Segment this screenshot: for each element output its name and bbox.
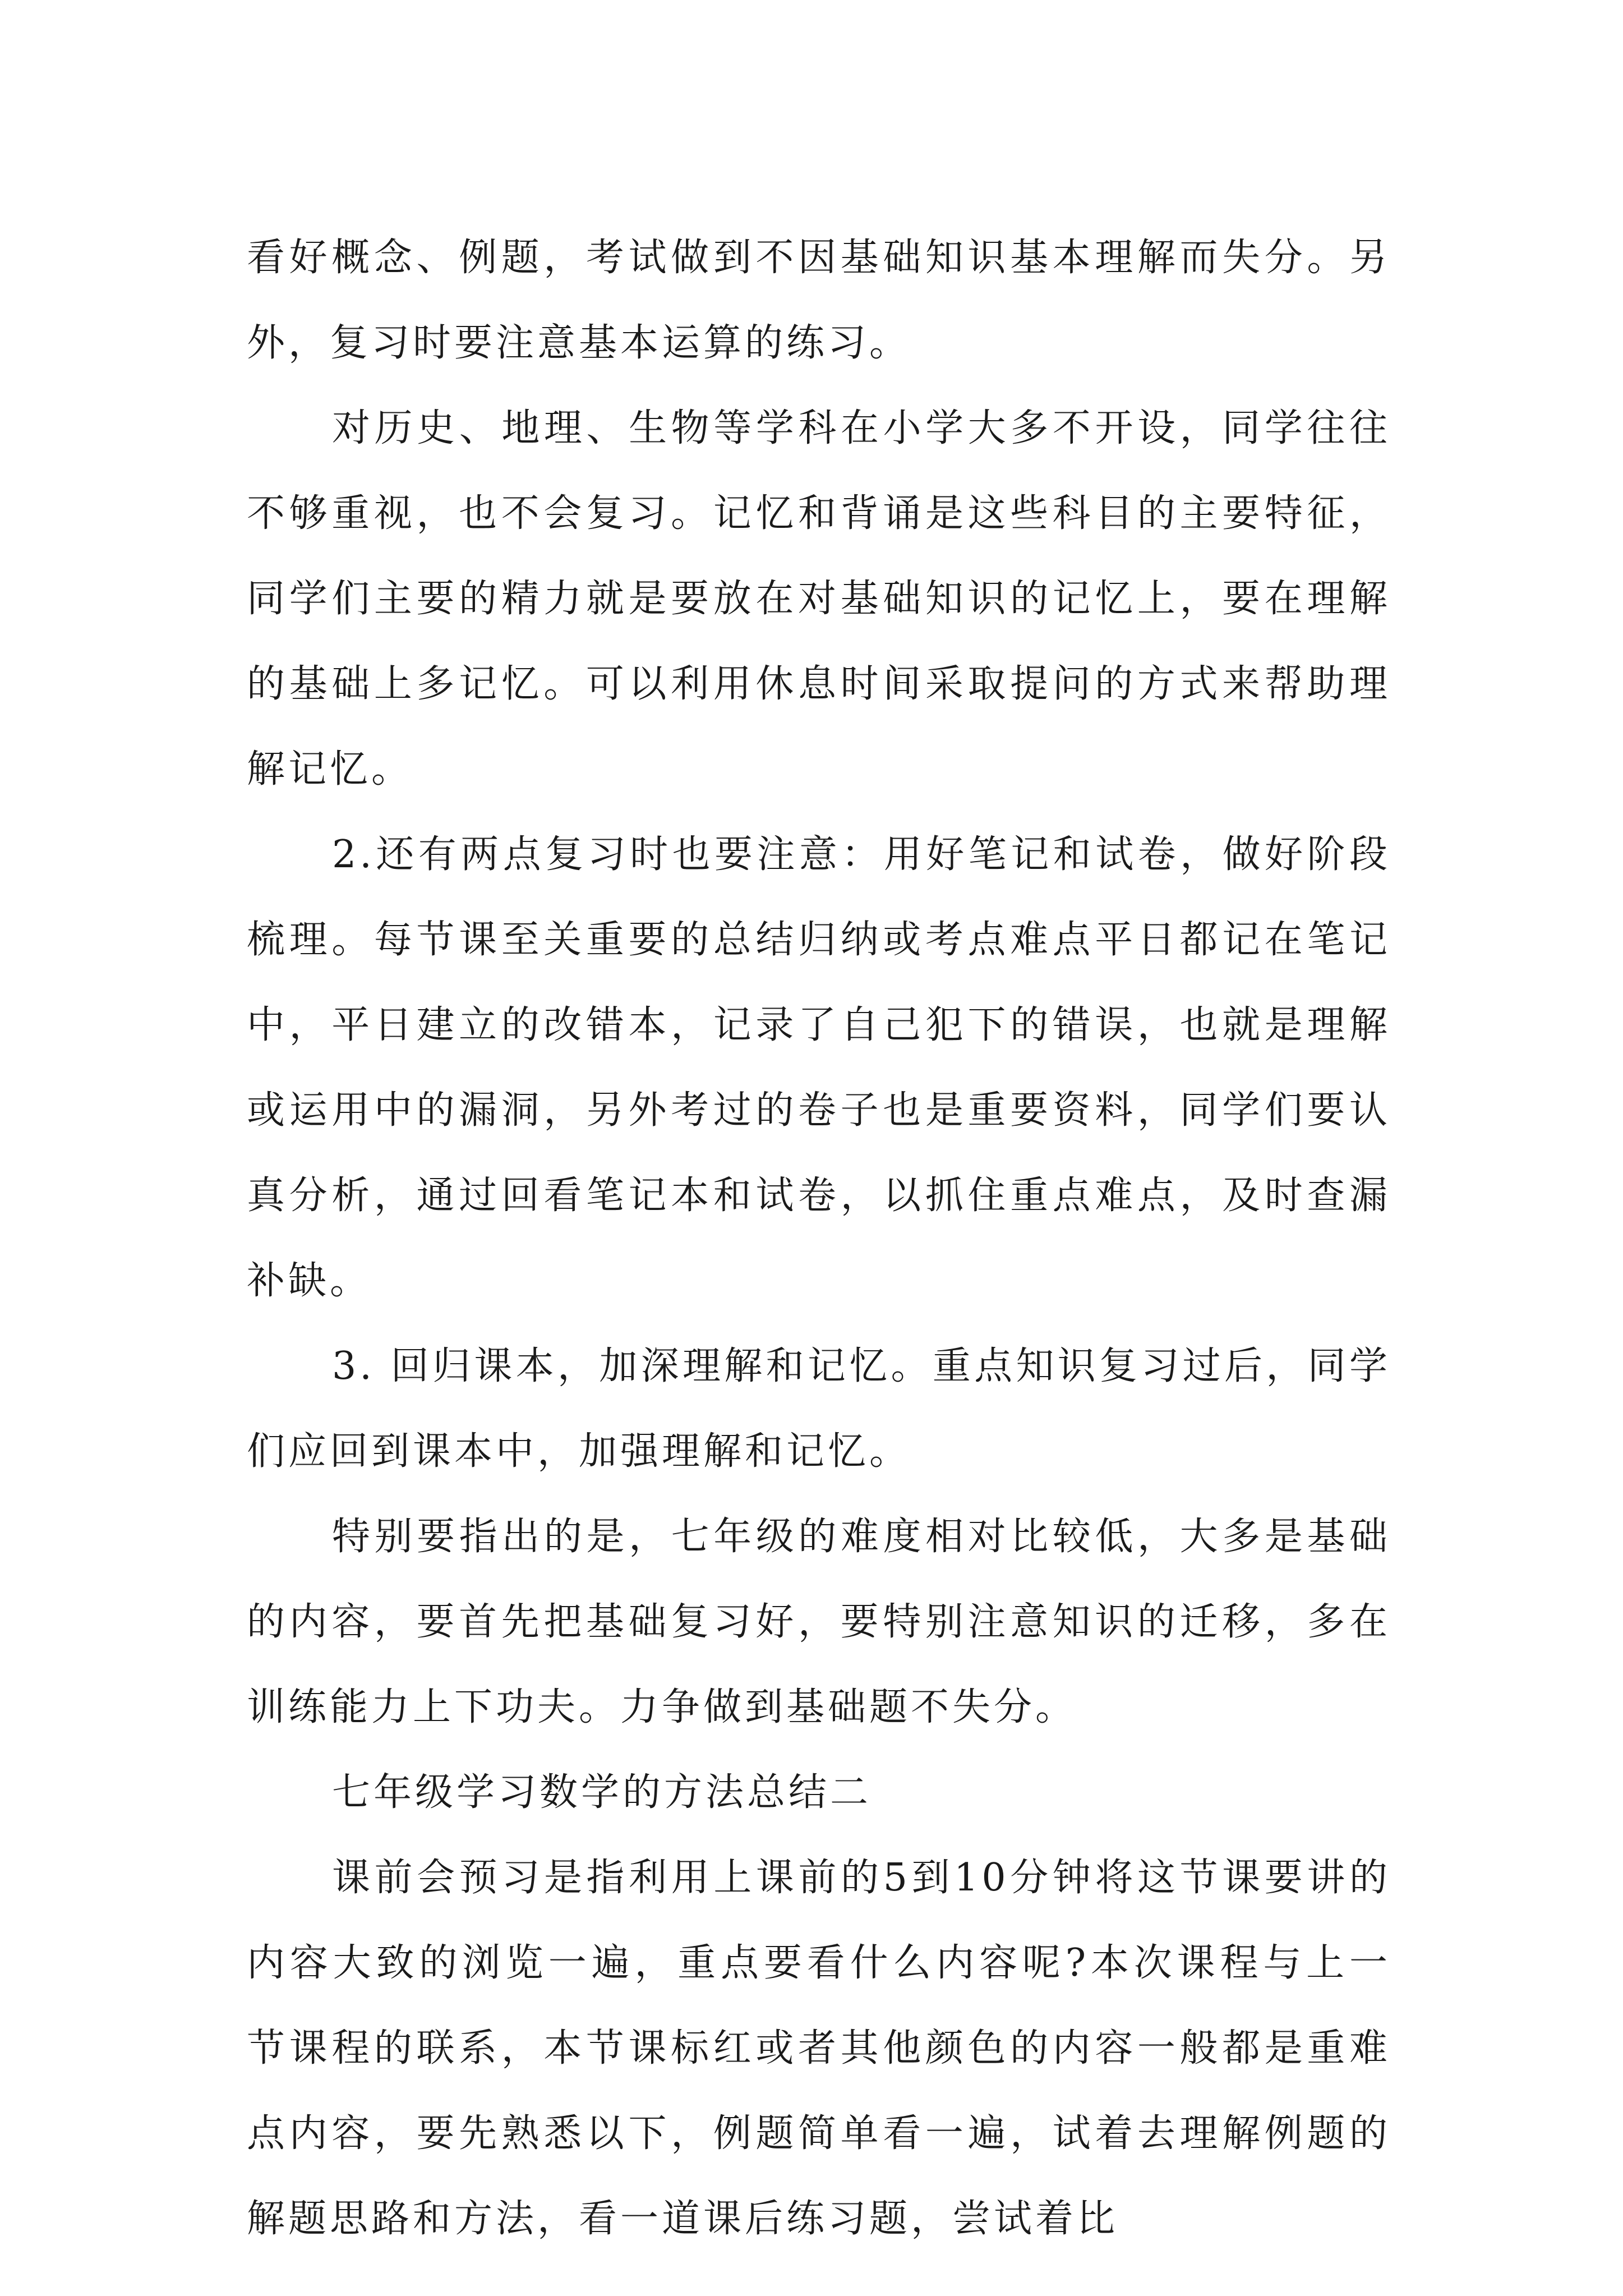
paragraph-5: 特别要指出的是，七年级的难度相对比较低，大多是基础的内容，要首先把基础复习好，要特别注意知识的迁移，多在训练能力上下功夫。力争做到基础题不失分。 [247,1515,1391,1729]
paragraph-2: 对历史、地理、生物等学科在小学大多不开设，同学往往不够重视，也不会复习。记忆和背诵是这些科目的主要特征，同学们主要的精力就是要放在对基础知识的记忆上，要在理解的基础上多记忆。可以利用休息时间采取提问的方式来帮助理解记忆。 [247,406,1391,792]
section-heading: 七年级学习数学的方法总结二 [332,1770,872,1815]
paragraph-1: 看好概念、例题，考试做到不因基础知识基本理解而失分。另外，复习时要注意基本运算的练习。 [247,236,1391,365]
paragraph-3: 2.还有两点复习时也要注意：用好笔记和试卷，做好阶段梳理。每节课至关重要的总结归纳或考点难点平日都记在笔记中，平日建立的改错本，记录了自己犯下的错误，也就是理解或运用中的漏洞，另外考过的卷子也是重要资料，同学们要认真分析，通过回看笔记本和试卷，以抓住重点难点，及时查漏补缺。 [247,832,1391,1303]
document-body [247,215,1391,2262]
paragraph-7: 课前会预习是指利用上课前的5到10分钟将这节课要讲的内容大致的浏览一遍，重点要看什么内容呢?本次课程与上一节课程的联系，本节课标红或者其他颜色的内容一般都是重难点内容，要先熟悉以下，例题简单看一遍，试着去理解例题的解题思路和方法，看一道课后练习题，尝试着比 [247,1856,1391,2241]
paragraph-4: 3. 回归课本，加深理解和记忆。重点知识复习过后，同学们应回到课本中，加强理解和记忆。 [247,1344,1391,1474]
